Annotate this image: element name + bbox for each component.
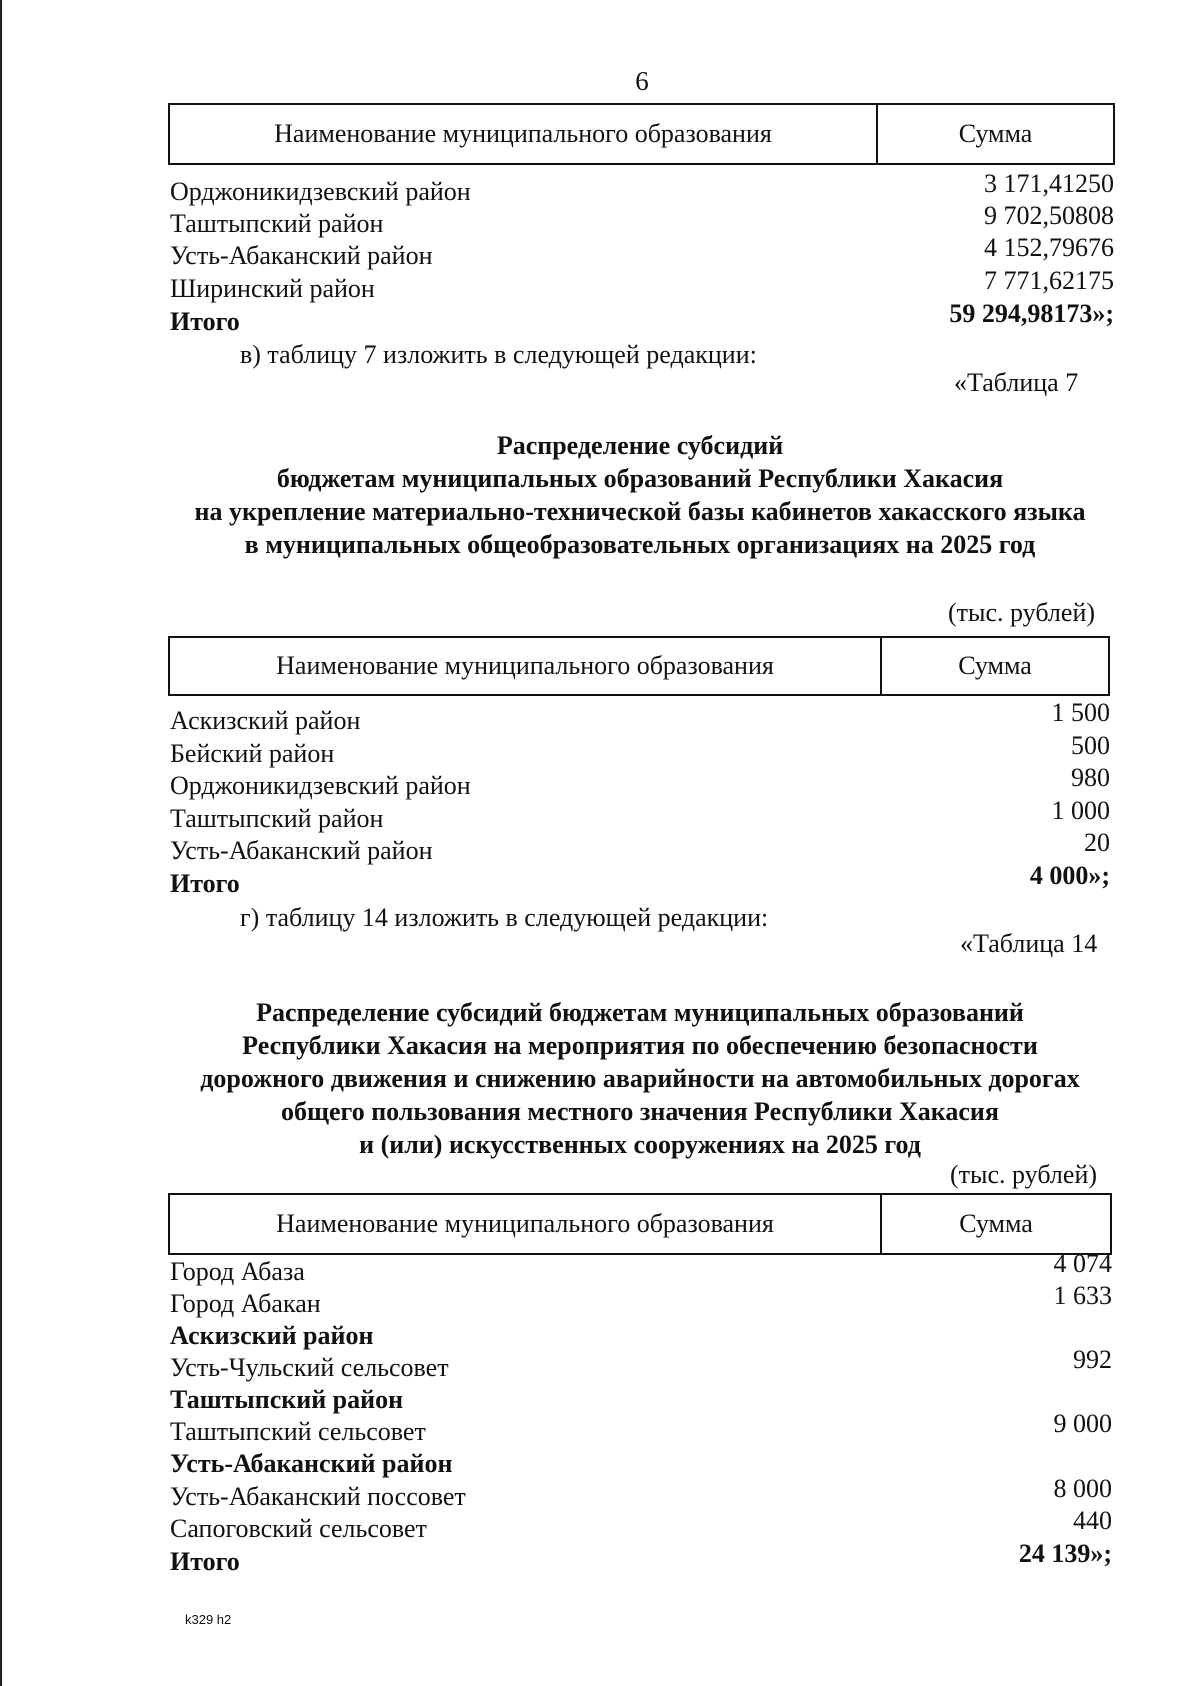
row-name: Ширинский район (170, 274, 375, 303)
row-name: Таштыпский район (170, 1385, 404, 1414)
table14-units: (тыс. рублей) (950, 1160, 1098, 1189)
row-value: 20 (1084, 828, 1110, 857)
table14-row (170, 1345, 1112, 1384)
table14-subheading-row (170, 1384, 1112, 1416)
heading-line: Распределение субсидий бюджетам муниципальных образований (256, 998, 1024, 1027)
heading-line: в муниципальных общеобразовательных организациях на 2025 год (244, 530, 1036, 559)
row-value: 9 000 (1053, 1409, 1112, 1438)
row-value: 500 (1071, 731, 1110, 760)
row-name: Сапоговский сельсовет (170, 1514, 427, 1543)
row-value: 4 074 (1053, 1249, 1112, 1278)
heading-line: Республики Хакасия на мероприятия по обеспечению безопасности (242, 1031, 1038, 1060)
table7-header-sum: Сумма (958, 651, 1032, 680)
table7-label: «Таблица 7 (954, 368, 1079, 397)
row-name: Усть-Абаканский район (170, 836, 433, 865)
table14-row (170, 1474, 1112, 1513)
paragraph-g: г) таблицу 14 изложить в следующей редакции: (240, 903, 769, 932)
row-value: 992 (1073, 1345, 1112, 1374)
row-value: 1 000 (1051, 796, 1110, 825)
total-label: Итого (170, 307, 240, 336)
paragraph-v: в) таблицу 7 изложить в следующей редакции: (240, 340, 757, 369)
page-edge-line (0, 0, 2, 1686)
table7-row (170, 828, 1110, 867)
table7-header-name: Наименование муниципального образования (170, 638, 882, 694)
heading-line: бюджетам муниципальных образований Республики Хакасия (276, 464, 1004, 493)
row-value: 3 171,41250 (984, 169, 1114, 198)
row-value: 8 000 (1053, 1474, 1112, 1503)
row-name: Таштыпский сельсовет (170, 1417, 426, 1446)
table6-header-sum: Сумма (958, 119, 1033, 148)
table14-subheading-row (170, 1320, 1112, 1352)
table6-header (168, 103, 1115, 165)
row-name: Аскизский район (170, 1321, 374, 1350)
row-name: Усть-Абаканский район (170, 241, 433, 270)
page-number: 6 (635, 66, 649, 96)
table6-header-name: Наименование муниципального образования (170, 105, 878, 163)
table7-row (170, 698, 1110, 737)
row-name: Город Абакан (170, 1289, 321, 1318)
heading-line: на укрепление материально-технической базы кабинетов хакасского языка (194, 497, 1086, 526)
table14-row (170, 1506, 1112, 1545)
row-value: 4 152,79676 (984, 233, 1114, 262)
row-name: Аскизский район (170, 706, 361, 735)
table7-row (170, 731, 1110, 770)
total-value: 4 000»; (1029, 861, 1110, 890)
table14-total-row (170, 1539, 1112, 1578)
table14-header-sum: Сумма (959, 1209, 1033, 1238)
table6-row (170, 169, 1114, 208)
row-name: Орджоникидзевский район (170, 177, 471, 206)
row-value: 440 (1073, 1506, 1112, 1535)
table7-row (170, 763, 1110, 802)
row-value: 1 500 (1051, 698, 1110, 727)
table6-total-row (170, 299, 1114, 338)
heading-line: Распределение субсидий (496, 431, 784, 460)
heading-line: и (или) искусственных сооружениях на 2025 год (359, 1130, 921, 1159)
table14-label: «Таблица 14 (960, 929, 1098, 958)
table7-total-row (170, 861, 1110, 900)
row-value: 7 771,62175 (984, 266, 1114, 295)
table14-heading (150, 996, 1130, 1161)
heading-line: общего пользования местного значения Республики Хакасия (281, 1097, 999, 1126)
row-name: Усть-Абаканский поссовет (170, 1482, 466, 1511)
table7-heading (150, 429, 1130, 561)
table14-subheading-row (170, 1448, 1112, 1480)
row-name: Таштыпский район (170, 804, 384, 833)
row-name: Усть-Чульский сельсовет (170, 1353, 449, 1382)
row-name: Город Абаза (170, 1257, 305, 1286)
total-label: Итого (170, 1547, 240, 1576)
row-value: 9 702,50808 (984, 201, 1114, 230)
table14-row (170, 1281, 1112, 1320)
heading-line: дорожного движения и снижению аварийности на автомобильных дорогах (200, 1064, 1080, 1093)
row-name: Усть-Абаканский район (170, 1449, 453, 1478)
row-value: 980 (1071, 763, 1110, 792)
total-value: 24 139»; (1018, 1539, 1112, 1568)
table14-header (168, 1193, 1112, 1255)
row-name: Таштыпский район (170, 209, 384, 238)
table14-header-name: Наименование муниципального образования (170, 1195, 882, 1253)
total-value: 59 294,98173»; (949, 299, 1114, 328)
table6-row (170, 201, 1114, 240)
table14-row (170, 1249, 1112, 1288)
table7-row (170, 796, 1110, 835)
table7-units: (тыс. рублей) (948, 598, 1096, 627)
table6-row (170, 233, 1114, 272)
row-name: Бейский район (170, 739, 335, 768)
row-value: 1 633 (1053, 1281, 1112, 1310)
table7-header (168, 636, 1110, 696)
total-label: Итого (170, 869, 240, 898)
footer-code: k329 h2 (185, 1612, 232, 1627)
row-name: Орджоникидзевский район (170, 771, 471, 800)
table14-row (170, 1409, 1112, 1448)
